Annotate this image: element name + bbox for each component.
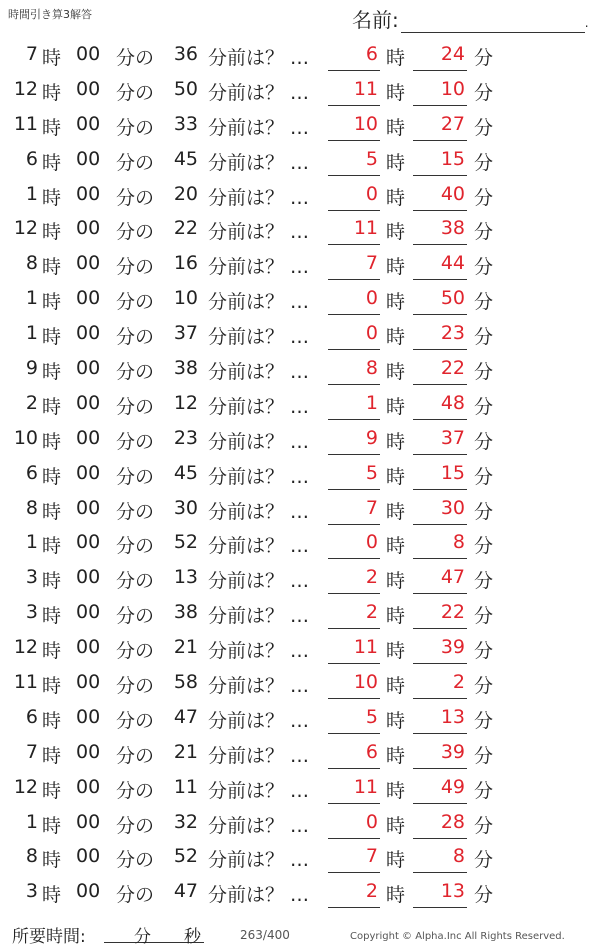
- problem-minute: 00: [76, 182, 101, 205]
- answer-hour[interactable]: 0: [328, 322, 380, 350]
- minute-unit-of: 分の: [116, 570, 155, 593]
- problem-hour: 7: [25, 43, 38, 65]
- answer-minute-unit: 分: [474, 709, 494, 732]
- question-text: 分前は？ …: [208, 849, 310, 872]
- answer-hour-unit: 時: [386, 291, 406, 314]
- problem-row: [0, 178, 600, 213]
- question-text: 分前は？ …: [208, 570, 310, 593]
- problem-row: [0, 666, 600, 701]
- minutes-before: 37: [173, 322, 198, 345]
- problem-row: [0, 840, 600, 875]
- answer-hour[interactable]: 7: [328, 845, 380, 873]
- question-text: 分前は？ …: [208, 430, 310, 453]
- hour-unit: 時: [42, 570, 62, 593]
- answer-hour-unit: 時: [386, 151, 406, 174]
- answer-minute[interactable]: 48: [413, 392, 467, 420]
- problem-minute: 00: [76, 461, 101, 484]
- problem-hour: 9: [25, 357, 38, 380]
- question-text: 分前は？ …: [208, 744, 310, 767]
- minutes-before: 22: [173, 217, 198, 240]
- question-text: 分前は？ …: [208, 605, 310, 628]
- answer-hour-unit: 時: [386, 395, 406, 418]
- problem-row: [0, 806, 600, 841]
- answer-minute-unit: 分: [474, 395, 494, 418]
- answer-hour-unit: 時: [386, 116, 406, 139]
- minute-unit-of: 分の: [116, 221, 155, 244]
- hour-unit: 時: [42, 675, 62, 698]
- problem-row: [0, 701, 600, 736]
- question-text: 分前は？ …: [208, 675, 310, 698]
- answer-minute[interactable]: 22: [413, 357, 467, 385]
- answer-hour[interactable]: 11: [328, 78, 380, 106]
- minutes-before: 47: [173, 705, 198, 728]
- problem-minute: 00: [76, 43, 101, 65]
- problem-hour: 1: [25, 182, 38, 205]
- answer-hour-unit: 時: [386, 47, 406, 69]
- problem-hour: 8: [25, 252, 38, 275]
- answer-minute[interactable]: 8: [413, 531, 467, 559]
- problem-minute: 00: [76, 496, 101, 519]
- minutes-before: 52: [173, 531, 198, 554]
- hour-unit: 時: [42, 291, 62, 314]
- answer-hour[interactable]: 11: [328, 776, 380, 804]
- question-text: 分前は？ …: [208, 395, 310, 418]
- problem-row: [0, 143, 600, 178]
- answer-minute-unit: 分: [474, 47, 494, 69]
- answer-hour-unit: 時: [386, 884, 406, 907]
- answer-hour-unit: 時: [386, 814, 406, 837]
- answer-hour[interactable]: 2: [328, 566, 380, 594]
- hour-unit: 時: [42, 47, 62, 69]
- answer-minute-unit: 分: [474, 744, 494, 767]
- problem-hour: 1: [25, 322, 38, 345]
- minute-unit-of: 分の: [116, 535, 155, 558]
- question-text: 分前は？ …: [208, 709, 310, 732]
- answer-minute[interactable]: 15: [413, 462, 467, 490]
- answer-minute[interactable]: 37: [413, 427, 467, 455]
- answer-minute-unit: 分: [474, 465, 494, 488]
- answer-minute-unit: 分: [474, 500, 494, 523]
- minutes-before: 16: [173, 252, 198, 275]
- problem-minute: 00: [76, 112, 101, 135]
- question-text: 分前は？ …: [208, 640, 310, 663]
- minute-unit-of: 分の: [116, 849, 155, 872]
- answer-minute-unit: 分: [474, 884, 494, 907]
- question-text: 分前は？ …: [208, 81, 310, 104]
- problem-row: [0, 771, 600, 806]
- minutes-before: 13: [173, 566, 198, 589]
- answer-minute[interactable]: 2: [413, 671, 467, 699]
- minute-unit-of: 分の: [116, 81, 155, 104]
- question-text: 分前は？ …: [208, 465, 310, 488]
- name-field[interactable]: [352, 4, 589, 33]
- question-text: 分前は？ …: [208, 361, 310, 384]
- hour-unit: 時: [42, 221, 62, 244]
- answer-minute[interactable]: 15: [413, 148, 467, 176]
- problem-hour: 1: [25, 287, 38, 310]
- answer-minute[interactable]: 39: [413, 636, 467, 664]
- required-min-unit: 分: [134, 927, 151, 947]
- answer-hour-unit: 時: [386, 81, 406, 104]
- problem-row: [0, 352, 600, 387]
- minutes-before: 45: [173, 461, 198, 484]
- problem-minute: 00: [76, 705, 101, 728]
- answer-hour[interactable]: 7: [328, 497, 380, 525]
- problem-minute: 00: [76, 566, 101, 589]
- minute-unit-of: 分の: [116, 500, 155, 523]
- minute-unit-of: 分の: [116, 291, 155, 314]
- answer-hour[interactable]: 0: [328, 287, 380, 315]
- answer-minute-unit: 分: [474, 779, 494, 802]
- minute-unit-of: 分の: [116, 709, 155, 732]
- answer-hour-unit: 時: [386, 570, 406, 593]
- minute-unit-of: 分の: [116, 884, 155, 907]
- hour-unit: 時: [42, 849, 62, 872]
- problem-hour: 7: [25, 740, 38, 763]
- hour-unit: 時: [42, 326, 62, 349]
- minute-unit-of: 分の: [116, 465, 155, 488]
- problem-minute: 00: [76, 880, 101, 903]
- answer-hour-unit: 時: [386, 361, 406, 384]
- minutes-before: 33: [173, 112, 198, 135]
- minute-unit-of: 分の: [116, 361, 155, 384]
- problem-hour: 3: [25, 566, 38, 589]
- problem-row: [0, 38, 600, 73]
- answer-hour-unit: 時: [386, 744, 406, 767]
- answer-minute[interactable]: 49: [413, 776, 467, 804]
- question-text: 分前は？ …: [208, 500, 310, 523]
- problem-hour: 10: [13, 426, 38, 449]
- problem-minute: 00: [76, 217, 101, 240]
- problem-hour: 1: [25, 810, 38, 833]
- answer-hour[interactable]: 8: [328, 357, 380, 385]
- problem-hour: 11: [13, 112, 38, 135]
- problem-minute: 00: [76, 147, 101, 170]
- answer-minute[interactable]: 50: [413, 287, 467, 315]
- answer-hour[interactable]: 11: [328, 636, 380, 664]
- problem-minute: 00: [76, 531, 101, 554]
- problem-row: [0, 875, 600, 910]
- answer-minute[interactable]: 24: [413, 43, 467, 71]
- hour-unit: 時: [42, 186, 62, 209]
- answer-hour-unit: 時: [386, 779, 406, 802]
- answer-minute[interactable]: 13: [413, 880, 467, 908]
- question-text: 分前は？ …: [208, 116, 310, 139]
- hour-unit: 時: [42, 605, 62, 628]
- minutes-before: 21: [173, 740, 198, 763]
- answer-minute[interactable]: 39: [413, 741, 467, 769]
- hour-unit: 時: [42, 500, 62, 523]
- problem-row: [0, 422, 600, 457]
- problem-minute: 00: [76, 77, 101, 100]
- answer-hour[interactable]: 0: [328, 183, 380, 211]
- problem-row: [0, 108, 600, 143]
- minute-unit-of: 分の: [116, 779, 155, 802]
- question-text: 分前は？ …: [208, 884, 310, 907]
- problem-minute: 00: [76, 601, 101, 624]
- problem-minute: 00: [76, 426, 101, 449]
- answer-minute-unit: 分: [474, 186, 494, 209]
- name-end-mark: .: [584, 16, 589, 30]
- hour-unit: 時: [42, 395, 62, 418]
- hour-unit: 時: [42, 151, 62, 174]
- hour-unit: 時: [42, 256, 62, 279]
- question-text: 分前は？ …: [208, 535, 310, 558]
- answer-hour-unit: 時: [386, 465, 406, 488]
- problem-hour: 3: [25, 880, 38, 903]
- question-text: 分前は？ …: [208, 779, 310, 802]
- problem-hour: 6: [25, 705, 38, 728]
- minute-unit-of: 分の: [116, 326, 155, 349]
- answer-hour-unit: 時: [386, 709, 406, 732]
- problem-minute: 00: [76, 287, 101, 310]
- question-text: 分前は？ …: [208, 291, 310, 314]
- minutes-before: 20: [173, 182, 198, 205]
- answer-minute-unit: 分: [474, 640, 494, 663]
- hour-unit: 時: [42, 116, 62, 139]
- problem-row: [0, 247, 600, 282]
- problem-hour: 12: [13, 636, 38, 659]
- answer-minute-unit: 分: [474, 675, 494, 698]
- answer-hour[interactable]: 2: [328, 880, 380, 908]
- problem-hour: 11: [13, 671, 38, 694]
- question-text: 分前は？ …: [208, 256, 310, 279]
- answer-minute[interactable]: 22: [413, 601, 467, 629]
- answer-hour[interactable]: 6: [328, 43, 380, 71]
- problem-minute: 00: [76, 322, 101, 345]
- question-text: 分前は？ …: [208, 47, 310, 69]
- answer-hour[interactable]: 0: [328, 531, 380, 559]
- hour-unit: 時: [42, 709, 62, 732]
- problem-hour: 3: [25, 601, 38, 624]
- problem-minute: 00: [76, 252, 101, 275]
- minute-unit-of: 分の: [116, 430, 155, 453]
- minute-unit-of: 分の: [116, 116, 155, 139]
- answer-minute[interactable]: 44: [413, 252, 467, 280]
- answer-hour[interactable]: 1: [328, 392, 380, 420]
- minutes-before: 36: [173, 43, 198, 65]
- footer: [0, 922, 600, 946]
- minutes-before: 45: [173, 147, 198, 170]
- minute-unit-of: 分の: [116, 640, 155, 663]
- answer-minute-unit: 分: [474, 430, 494, 453]
- problem-row: [0, 492, 600, 527]
- answer-hour[interactable]: 2: [328, 601, 380, 629]
- answer-hour[interactable]: 9: [328, 427, 380, 455]
- problem-row: [0, 561, 600, 596]
- answer-minute[interactable]: 23: [413, 322, 467, 350]
- problem-hour: 8: [25, 496, 38, 519]
- answer-hour-unit: 時: [386, 605, 406, 628]
- minute-unit-of: 分の: [116, 605, 155, 628]
- minutes-before: 32: [173, 810, 198, 833]
- hour-unit: 時: [42, 430, 62, 453]
- minutes-before: 52: [173, 845, 198, 868]
- minute-unit-of: 分の: [116, 151, 155, 174]
- problem-hour: 12: [13, 775, 38, 798]
- minute-unit-of: 分の: [116, 675, 155, 698]
- problem-hour: 6: [25, 461, 38, 484]
- problem-hour: 12: [13, 217, 38, 240]
- minutes-before: 38: [173, 601, 198, 624]
- question-text: 分前は？ …: [208, 221, 310, 244]
- problem-minute: 00: [76, 845, 101, 868]
- answer-minute-unit: 分: [474, 814, 494, 837]
- answer-minute[interactable]: 28: [413, 811, 467, 839]
- problem-list: [0, 38, 600, 910]
- page-number: 263/400: [240, 928, 290, 942]
- answer-minute[interactable]: 38: [413, 217, 467, 245]
- answer-minute-unit: 分: [474, 81, 494, 104]
- problem-row: [0, 736, 600, 771]
- minutes-before: 12: [173, 391, 198, 414]
- answer-minute[interactable]: 30: [413, 497, 467, 525]
- minutes-before: 58: [173, 671, 198, 694]
- problem-minute: 00: [76, 740, 101, 763]
- minutes-before: 11: [173, 775, 198, 798]
- answer-minute-unit: 分: [474, 116, 494, 139]
- problem-hour: 12: [13, 77, 38, 100]
- answer-minute[interactable]: 27: [413, 113, 467, 141]
- name-underline[interactable]: [401, 14, 585, 33]
- problem-row: [0, 631, 600, 666]
- answer-hour[interactable]: 10: [328, 113, 380, 141]
- required-sec-unit: 秒: [184, 927, 201, 947]
- worksheet-title: 時間引き算3解答: [8, 8, 92, 21]
- hour-unit: 時: [42, 744, 62, 767]
- problem-row: [0, 457, 600, 492]
- required-time-field[interactable]: [104, 922, 204, 947]
- problem-hour: 8: [25, 845, 38, 868]
- answer-minute-unit: 分: [474, 256, 494, 279]
- answer-hour[interactable]: 5: [328, 706, 380, 734]
- question-text: 分前は？ …: [208, 186, 310, 209]
- minutes-before: 50: [173, 77, 198, 100]
- hour-unit: 時: [42, 640, 62, 663]
- answer-minute-unit: 分: [474, 605, 494, 628]
- answer-hour[interactable]: 6: [328, 741, 380, 769]
- answer-hour-unit: 時: [386, 221, 406, 244]
- problem-minute: 00: [76, 357, 101, 380]
- answer-minute[interactable]: 13: [413, 706, 467, 734]
- answer-hour-unit: 時: [386, 186, 406, 209]
- question-text: 分前は？ …: [208, 151, 310, 174]
- minute-unit-of: 分の: [116, 256, 155, 279]
- answer-hour[interactable]: 7: [328, 252, 380, 280]
- answer-minute[interactable]: 8: [413, 845, 467, 873]
- copyright-text: Copyright © Alpha.Inc All Rights Reserved.: [350, 931, 565, 942]
- hour-unit: 時: [42, 81, 62, 104]
- problem-row: [0, 387, 600, 422]
- name-label: 名前:: [352, 8, 399, 32]
- hour-unit: 時: [42, 884, 62, 907]
- question-text: 分前は？ …: [208, 814, 310, 837]
- minute-unit-of: 分の: [116, 186, 155, 209]
- hour-unit: 時: [42, 779, 62, 802]
- problem-row: [0, 526, 600, 561]
- question-text: 分前は？ …: [208, 326, 310, 349]
- answer-hour-unit: 時: [386, 675, 406, 698]
- answer-minute-unit: 分: [474, 570, 494, 593]
- minutes-before: 38: [173, 357, 198, 380]
- answer-minute-unit: 分: [474, 361, 494, 384]
- answer-minute-unit: 分: [474, 151, 494, 174]
- problem-hour: 2: [25, 391, 38, 414]
- problem-hour: 6: [25, 147, 38, 170]
- problem-minute: 00: [76, 636, 101, 659]
- answer-minute[interactable]: 40: [413, 183, 467, 211]
- minute-unit-of: 分の: [116, 814, 155, 837]
- problem-minute: 00: [76, 671, 101, 694]
- answer-hour-unit: 時: [386, 326, 406, 349]
- answer-minute-unit: 分: [474, 291, 494, 314]
- hour-unit: 時: [42, 361, 62, 384]
- minutes-before: 10: [173, 287, 198, 310]
- minutes-before: 47: [173, 880, 198, 903]
- problem-row: [0, 282, 600, 317]
- minute-unit-of: 分の: [116, 47, 155, 69]
- problem-row: [0, 73, 600, 108]
- answer-hour-unit: 時: [386, 430, 406, 453]
- answer-minute-unit: 分: [474, 849, 494, 872]
- problem-row: [0, 596, 600, 631]
- problem-minute: 00: [76, 810, 101, 833]
- answer-minute-unit: 分: [474, 221, 494, 244]
- answer-hour[interactable]: 10: [328, 671, 380, 699]
- problem-minute: 00: [76, 391, 101, 414]
- answer-hour[interactable]: 5: [328, 462, 380, 490]
- answer-hour-unit: 時: [386, 640, 406, 663]
- answer-hour[interactable]: 5: [328, 148, 380, 176]
- problem-row: [0, 212, 600, 247]
- answer-minute[interactable]: 10: [413, 78, 467, 106]
- problem-row: [0, 317, 600, 352]
- minutes-before: 30: [173, 496, 198, 519]
- hour-unit: 時: [42, 535, 62, 558]
- hour-unit: 時: [42, 814, 62, 837]
- answer-hour-unit: 時: [386, 535, 406, 558]
- hour-unit: 時: [42, 465, 62, 488]
- answer-minute[interactable]: 47: [413, 566, 467, 594]
- answer-hour[interactable]: 0: [328, 811, 380, 839]
- minutes-before: 21: [173, 636, 198, 659]
- required-time-label: 所要時間:: [12, 927, 86, 947]
- answer-hour-unit: 時: [386, 849, 406, 872]
- minute-unit-of: 分の: [116, 744, 155, 767]
- answer-minute-unit: 分: [474, 326, 494, 349]
- minutes-before: 23: [173, 426, 198, 449]
- minute-unit-of: 分の: [116, 395, 155, 418]
- problem-hour: 1: [25, 531, 38, 554]
- answer-hour[interactable]: 11: [328, 217, 380, 245]
- answer-hour-unit: 時: [386, 500, 406, 523]
- problem-minute: 00: [76, 775, 101, 798]
- answer-minute-unit: 分: [474, 535, 494, 558]
- answer-hour-unit: 時: [386, 256, 406, 279]
